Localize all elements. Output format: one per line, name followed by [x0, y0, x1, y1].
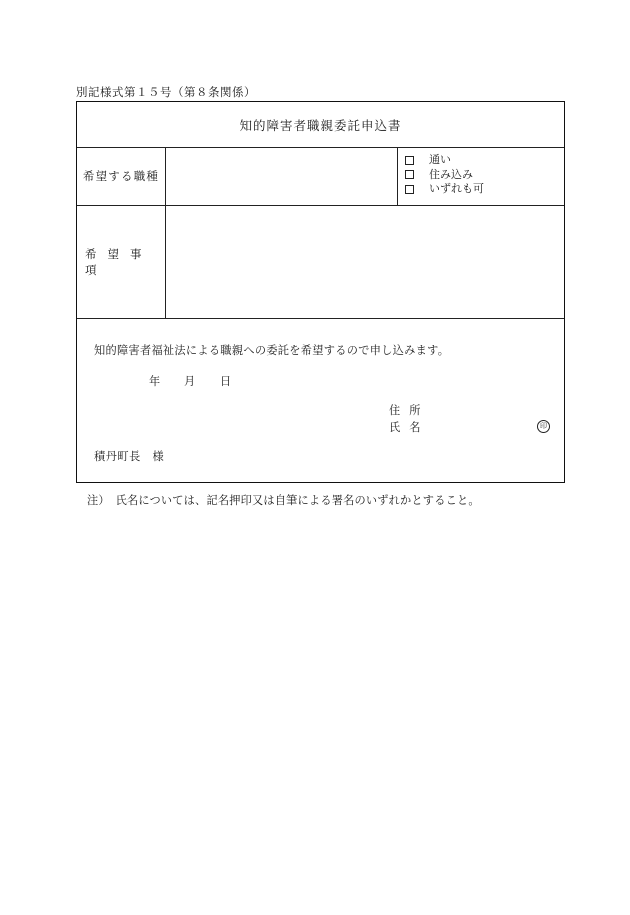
wishes-label: 希望事項	[77, 205, 166, 318]
checkbox-icon[interactable]	[405, 185, 414, 194]
option-commute[interactable]	[405, 153, 484, 168]
option-either[interactable]	[405, 182, 484, 197]
date-year-label: 年	[149, 375, 161, 388]
address-label: 住所	[389, 404, 430, 417]
commute-options	[405, 153, 484, 197]
date-month-label: 月	[184, 375, 196, 388]
form-title: 知的障害者職親委託申込書	[77, 102, 564, 148]
form-reference: 別記様式第１５号（第８条関係）	[76, 85, 256, 99]
addressee: 積丹町長 様	[94, 450, 165, 463]
application-form	[76, 101, 565, 483]
wishes-row	[77, 205, 564, 319]
option-live-in[interactable]	[405, 168, 484, 183]
option-label: 住み込み	[429, 167, 473, 181]
checkbox-icon[interactable]	[405, 170, 414, 179]
job-field[interactable]	[166, 147, 398, 205]
option-label: 通い	[429, 153, 451, 166]
declaration-statement: 知的障害者福祉法による職親への委託を希望するので申し込みます。	[94, 344, 450, 357]
option-label: いずれも可	[429, 182, 484, 195]
job-row	[77, 147, 564, 206]
declaration-section	[77, 318, 564, 482]
wishes-field[interactable]	[166, 205, 564, 318]
date-day-label: 日	[220, 375, 232, 388]
checkbox-icon[interactable]	[405, 156, 414, 165]
job-label: 希望する職種	[77, 147, 166, 205]
seal-icon: 印	[537, 420, 550, 433]
name-label: 氏名	[389, 421, 430, 434]
footnote: 注） 氏名については、記名押印又は自筆による署名のいずれかとすること。	[87, 494, 480, 507]
